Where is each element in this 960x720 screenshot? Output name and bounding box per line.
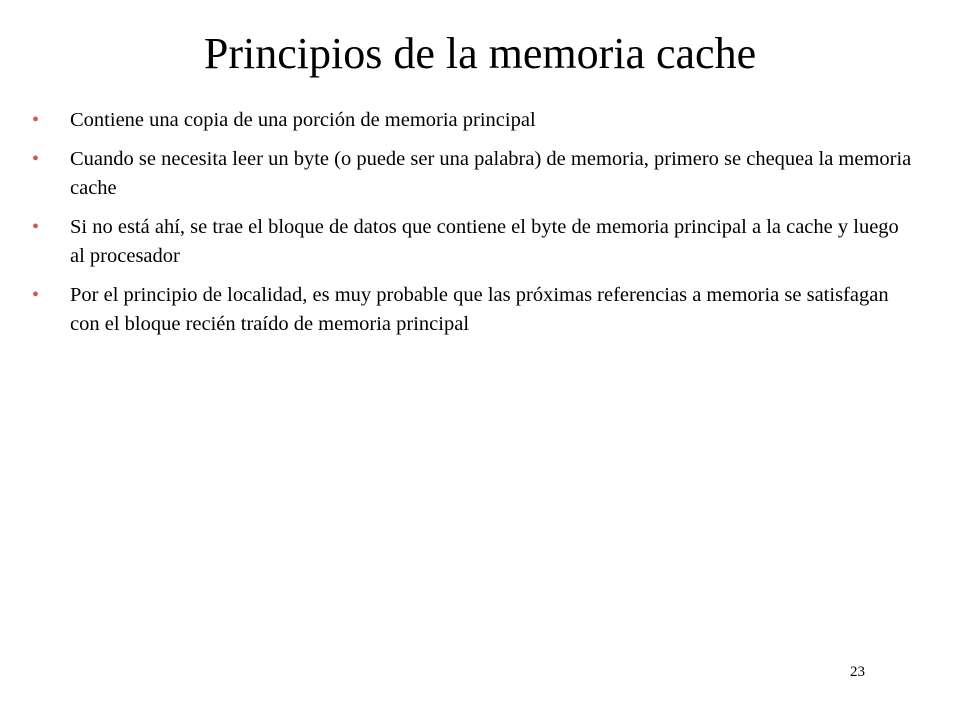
bullet-item — [32, 213, 912, 271]
bullet-item — [32, 281, 912, 339]
bullet-dot-icon: • — [32, 284, 40, 306]
bullet-text: Si no está ahí, se trae el bloque de datos que contiene el byte de memoria principal a la cache y luego al procesador — [70, 216, 899, 267]
slide-number: 23 — [850, 664, 865, 680]
bullet-text: Por el principio de localidad, es muy probable que las próximas referencias a memoria se satisfagan con el bloque recién traído de memoria principal — [70, 284, 889, 335]
bullet-text: Contiene una copia de una porción de memoria principal — [70, 109, 536, 131]
bullet-item — [32, 145, 912, 203]
bullet-dot-icon: • — [32, 216, 40, 238]
bullet-text: Cuando se necesita leer un byte (o puede ser una palabra) de memoria, primero se chequea la memoria cache — [70, 148, 912, 199]
bullet-dot-icon: • — [32, 148, 40, 170]
slide-title: Principios de la memoria cache — [203, 29, 757, 78]
bullet-item — [32, 106, 912, 135]
bullet-dot-icon: • — [32, 109, 40, 131]
bullet-list — [32, 106, 912, 349]
